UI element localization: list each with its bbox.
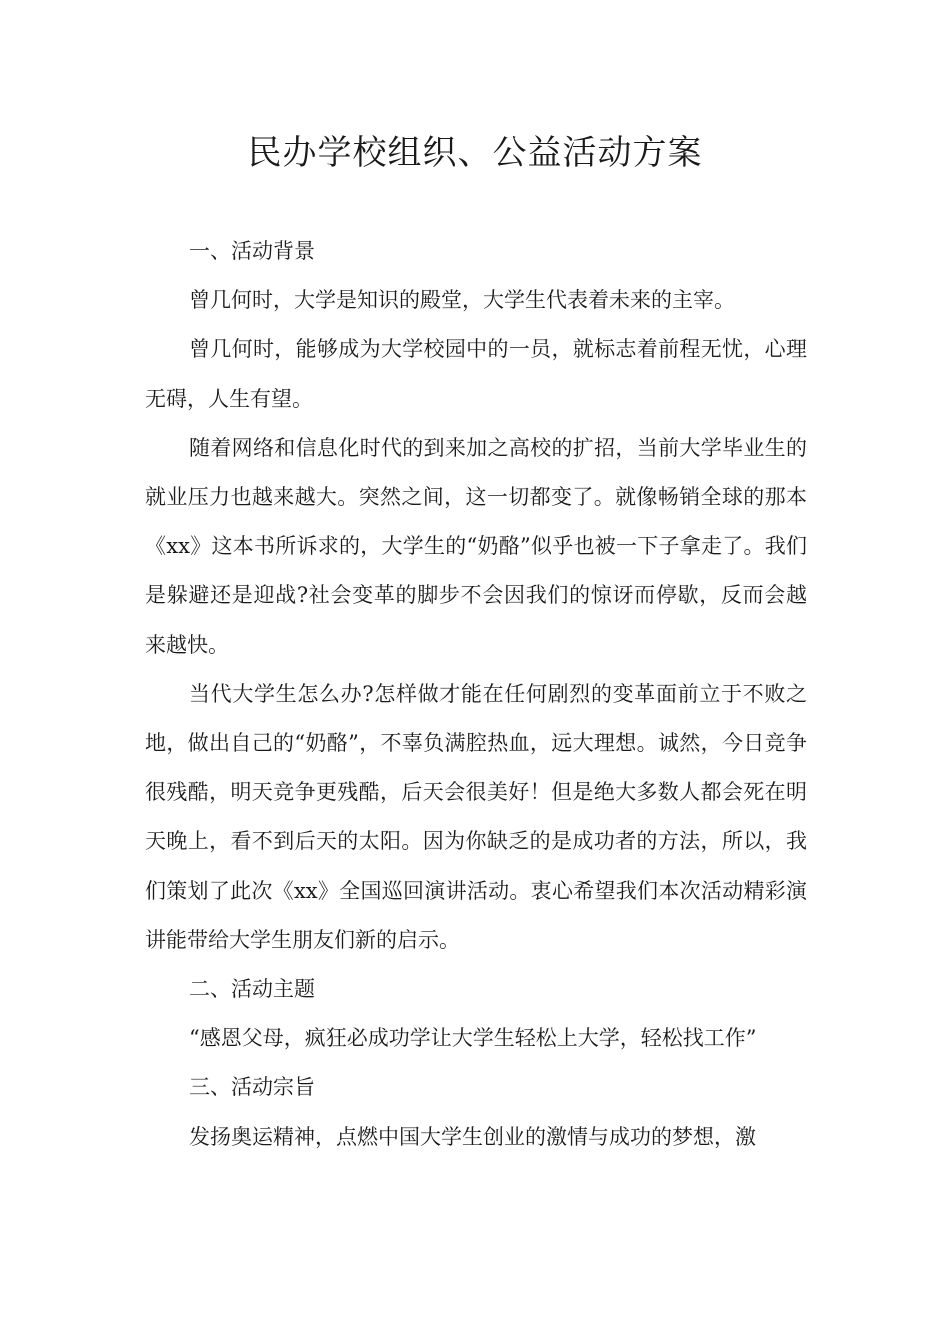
- paragraph: 曾几何时，大学是知识的殿堂，大学生代表着未来的主宰。: [189, 288, 735, 313]
- section-heading-background: 一、活动背景: [189, 239, 315, 263]
- theme-quote: “感恩父母，疯狂必成功学让大学生轻松上大学，轻松找工作”: [189, 1026, 757, 1051]
- section-heading-theme: 二、活动主题: [189, 977, 315, 1002]
- document-title: 民办学校组织、公益活动方案: [247, 133, 703, 173]
- paragraph: 随着网络和信息化时代的到来加之高校的扩招，当前大学毕业生的就业压力也越来越大。突然之间，这一切都变了。就像畅销全球的那本《xx》这本书所诉求的，大学生的“奶酪”似乎也被一下子拿走了。我们是躲避还是迎战?社会变革的脚步不会因我们的惊讶而停歇，反而会越来越快。: [145, 435, 807, 657]
- paragraph: 当代大学生怎么办?怎样做才能在任何剧烈的变革面前立于不败之地，做出自己的“奶酪”，不辜负满腔热血，远大理想。诚然，今日竞争很残酷，明天竞争更残酷，后天会很美好！但是绝大多数人都会死在明天晚上，看不到后天的太阳。因为你缺乏的是成功者的方法，所以，我们策划了此次《xx》全国巡回演讲活动。衷心希望我们本次活动精彩演讲能带给大学生朋友们新的启示。: [145, 681, 807, 952]
- document-body: [145, 227, 807, 1162]
- paragraph: 曾几何时，能够成为大学校园中的一员，就标志着前程无忧，心理无碍，人生有望。: [145, 337, 807, 411]
- section-heading-purpose: 三、活动宗旨: [189, 1075, 315, 1100]
- paragraph: 发扬奥运精神，点燃中国大学生创业的激情与成功的梦想，激: [189, 1124, 756, 1149]
